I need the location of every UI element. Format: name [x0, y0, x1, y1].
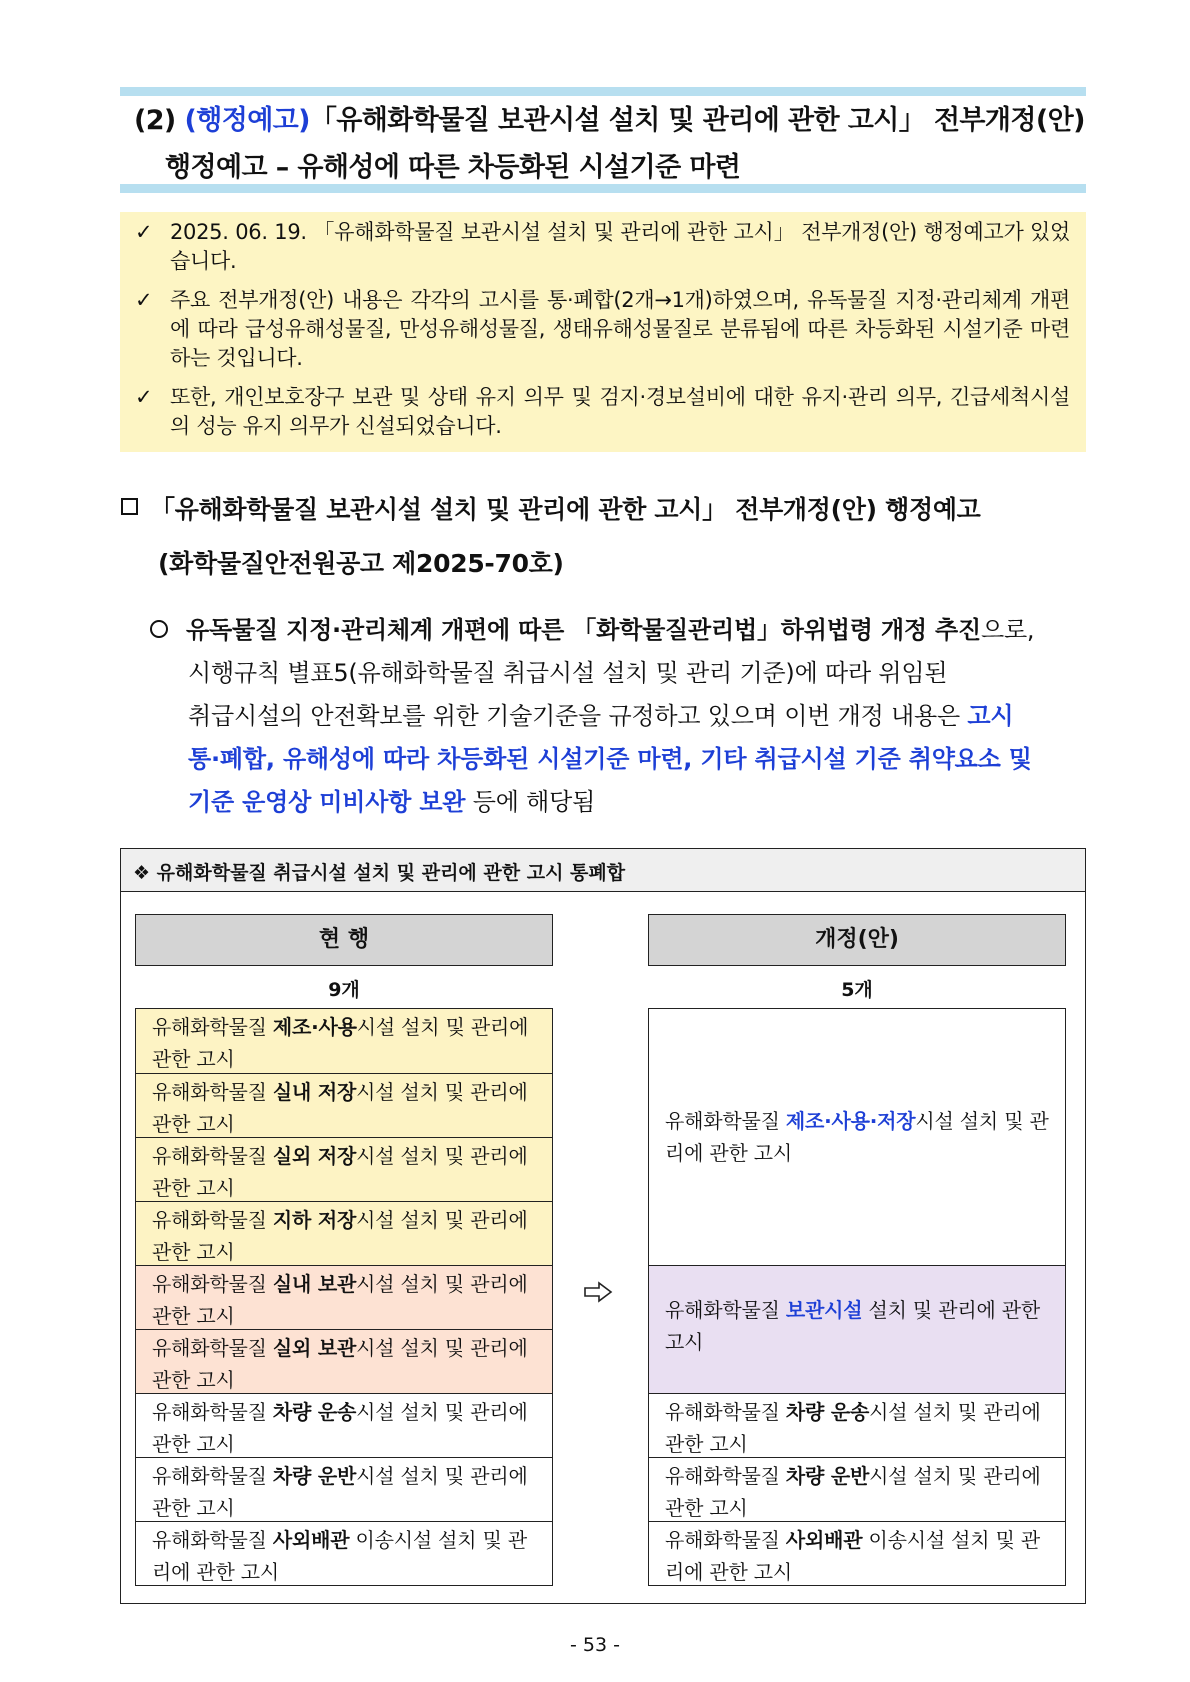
cell-text: 시설 설치 및 관리에 관한 고시 — [152, 1080, 528, 1136]
cell-text: 유해화학물질 — [665, 1464, 786, 1488]
current-row — [135, 1201, 553, 1266]
cell-text: 유해화학물질 — [152, 1464, 273, 1488]
comparison-title: ❖ 유해화학물질 취급시설 설치 및 관리에 관한 고시 통폐합 — [133, 862, 626, 884]
cell-text: 유해화학물질 — [665, 1109, 786, 1133]
section-title-line2: (화학물질안전원공고 제2025-70호) — [158, 549, 564, 578]
paragraph-line5 — [188, 782, 1086, 817]
current-row — [135, 1008, 553, 1074]
paragraph-intro-tail: 으로, — [980, 616, 1035, 644]
cell-text: 유해화학물질 — [152, 1144, 273, 1168]
cell-text: 유해화학물질 — [152, 1208, 273, 1232]
cell-bold: 차량 운송 — [785, 1400, 870, 1424]
cell-text: 유해화학물질 — [152, 1272, 273, 1296]
current-row — [135, 1073, 553, 1138]
cell-bold: 실내 저장 — [272, 1080, 357, 1104]
cell-bold: 제조·사용 — [272, 1015, 357, 1039]
cell-highlight: 보관시설 — [785, 1298, 863, 1322]
paragraph-line4-highlight: 통·폐합, 유해성에 따라 차등화된 시설기준 마련, 기타 취급시설 기준 취약요소 및 — [188, 745, 1032, 773]
cell-text: 유해화학물질 — [665, 1400, 786, 1424]
cell-bold: 지하 저장 — [272, 1208, 357, 1232]
header-title-line1 — [134, 98, 1085, 137]
cell-bold: 사외배관 — [272, 1528, 350, 1552]
cell-text: 이송시설 설치 및 관리에 관한 고시 — [152, 1528, 527, 1584]
circle-bullet-icon — [150, 620, 168, 638]
cell-text: 시설 설치 및 관리에 관한 고시 — [665, 1464, 1041, 1520]
cell-text: 시설 설치 및 관리에 관한 고시 — [665, 1400, 1041, 1456]
revised-row — [648, 1457, 1066, 1522]
current-row — [135, 1137, 553, 1202]
cell-text: 유해화학물질 — [665, 1298, 786, 1322]
cell-bold: 차량 운반 — [785, 1464, 870, 1488]
revised-column-header: 개정(안) — [648, 914, 1066, 966]
cell-bold: 차량 운반 — [272, 1464, 357, 1488]
revised-row — [648, 1265, 1066, 1394]
cell-text: 시설 설치 및 관리에 관한 고시 — [152, 1336, 528, 1392]
header-title-rest: 「유해화학물질 보관시설 설치 및 관리에 관한 고시」 전부개정(안) — [309, 105, 1085, 136]
cell-text: 유해화학물질 — [665, 1528, 786, 1552]
notice-item-3: 또한, 개인보호장구 보관 및 상태 유지 의무 및 검지·경보설비에 대한 유지·관리 의무, 긴급세척시설의 성능 유지 의무가 신설되었습니다. — [170, 385, 1070, 438]
revised-count: 5개 — [841, 979, 873, 1001]
current-row — [135, 1393, 553, 1458]
paragraph-line3-highlight: 고시 — [967, 702, 1014, 730]
header-tag: (행정예고) — [184, 105, 310, 136]
check-icon: ✓ — [135, 385, 153, 409]
cell-bold: 실내 보관 — [272, 1272, 357, 1296]
cell-bold: 실외 보관 — [272, 1336, 357, 1360]
cell-text: 유해화학물질 — [152, 1400, 273, 1424]
header-title-line2: 행정예고 – 유해성에 따른 차등화된 시설기준 마련 — [165, 152, 741, 183]
paragraph-line5-tail: 등에 해당됨 — [465, 788, 596, 816]
paragraph-bold-intro: 유독물질 지정·관리체계 개편에 따른 「화학물질관리법」하위법령 개정 추진 — [186, 616, 981, 644]
section-title-line1: 「유해화학물질 보관시설 설치 및 관리에 관한 고시」 전부개정(안) 행정예고 — [150, 495, 981, 524]
arrow-right-outline-icon — [583, 1280, 613, 1304]
cell-text: 유해화학물질 — [152, 1080, 273, 1104]
check-icon: ✓ — [135, 288, 153, 312]
cell-bold: 차량 운송 — [272, 1400, 357, 1424]
cell-text: 시설 설치 및 관리에 관한 고시 — [152, 1015, 529, 1071]
cell-bold: 실외 저장 — [272, 1144, 357, 1168]
revised-row — [648, 1008, 1066, 1266]
header-bottom-rule — [120, 184, 1086, 193]
cell-text: 시설 설치 및 관리에 관한 고시 — [665, 1109, 1049, 1165]
notice-item-2: 주요 전부개정(안) 내용은 각각의 고시를 통·폐합(2개→1개)하였으며, 유독물질 지정·관리체계 개편에 따라 급성유해성물질, 만성유해성물질, 생태유해성물질로 분류됨에 따른 차등화된 시설기준 마련하는 것입니다. — [170, 288, 1070, 370]
revised-row — [648, 1393, 1066, 1458]
header-top-rule — [120, 87, 1086, 96]
cell-text: 시설 설치 및 관리에 관한 고시 — [152, 1144, 528, 1200]
check-icon: ✓ — [135, 220, 153, 244]
paragraph-line1 — [186, 610, 1084, 645]
current-row — [135, 1329, 553, 1394]
cell-text: 시설 설치 및 관리에 관한 고시 — [152, 1208, 528, 1264]
cell-text: 시설 설치 및 관리에 관한 고시 — [152, 1272, 528, 1328]
page-number: - 53 - — [570, 1634, 620, 1656]
paragraph-line2: 시행규칙 별표5(유해화학물질 취급시설 설치 및 관리 기준)에 따라 위임된 — [188, 659, 948, 687]
cell-highlight: 제조·사용·저장 — [785, 1109, 916, 1133]
current-row — [135, 1521, 553, 1586]
cell-text: 설치 및 관리에 관한 고시 — [665, 1298, 1040, 1354]
current-column-header: 현 행 — [135, 914, 553, 966]
paragraph-line3 — [188, 696, 1086, 731]
cell-text: 유해화학물질 — [152, 1528, 273, 1552]
cell-text: 유해화학물질 — [152, 1336, 273, 1360]
cell-text: 유해화학물질 — [152, 1015, 273, 1039]
paragraph-line5-highlight: 기준 운영상 미비사항 보완 — [188, 788, 466, 816]
cell-text: 시설 설치 및 관리에 관한 고시 — [152, 1400, 528, 1456]
header-number: (2) — [134, 105, 176, 136]
paragraph-line3-plain: 취급시설의 안전확보를 위한 기술기준을 규정하고 있으며 이번 개정 내용은 — [188, 702, 968, 730]
current-row — [135, 1457, 553, 1522]
square-bullet-icon — [121, 498, 138, 515]
revised-row — [648, 1521, 1066, 1586]
cell-text: 이송시설 설치 및 관리에 관한 고시 — [665, 1528, 1040, 1584]
notice-item-1: 2025. 06. 19. 「유해화학물질 보관시설 설치 및 관리에 관한 고시」 전부개정(안) 행정예고가 있었습니다. — [170, 220, 1070, 273]
paragraph-line4 — [188, 739, 1086, 774]
current-row — [135, 1265, 553, 1330]
cell-text: 시설 설치 및 관리에 관한 고시 — [152, 1464, 528, 1520]
cell-bold: 사외배관 — [785, 1528, 863, 1552]
current-count: 9개 — [328, 979, 360, 1001]
comparison-title-bar — [121, 849, 1085, 892]
